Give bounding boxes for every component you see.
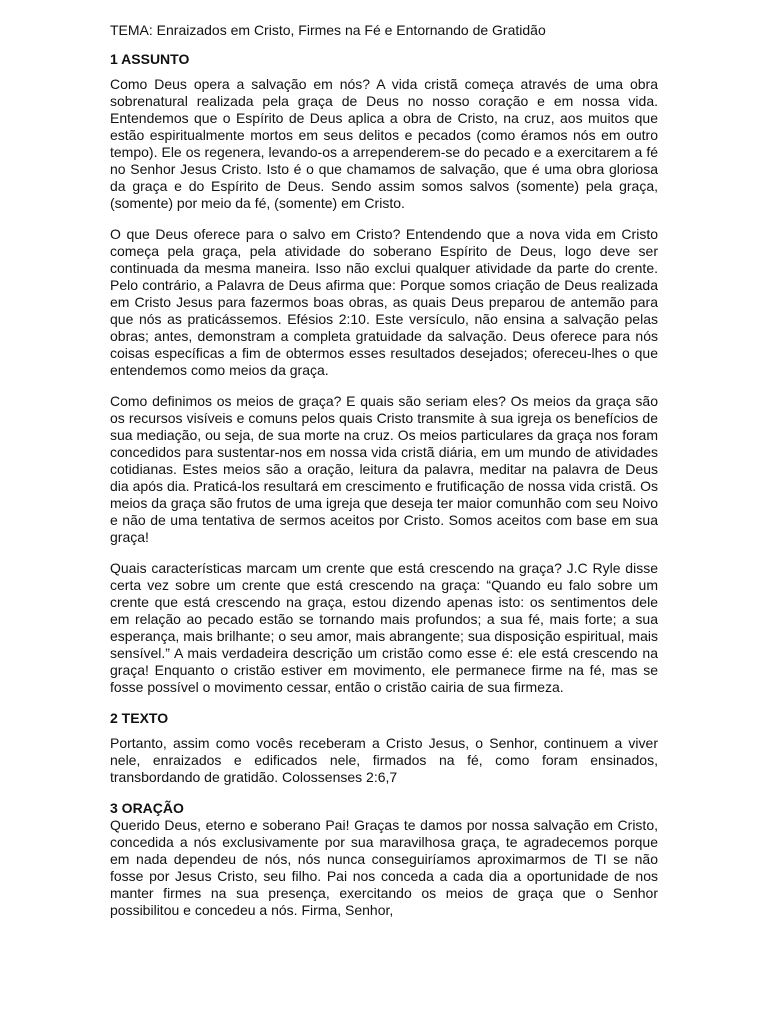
section-heading-oracao: 3 ORAÇÃO (110, 800, 184, 816)
section-heading-texto: 2 TEXTO (110, 710, 169, 726)
section-heading-assunto: 1 ASSUNTO (110, 51, 190, 67)
paragraph-oracao: Querido Deus, eterno e soberano Pai! Graças te damos por nossa salvação em Cristo, concedida a nós exclusivamente por sua maravilhosa graça, te agradecemos porque em nada dependeu de nós, nós nunca conseguiríamos aproximarmos de TI se não fosse por Jesus Cristo, seu filho. Pai nos conceda a cada dia a oportunidade de nos manter firmes na sua presença, exercitando os meios de graça que o Senhor possibilitou e concedeu a nós. Firma, Senhor, (110, 817, 658, 918)
paragraph-texto: Portanto, assim como vocês receberam a Cristo Jesus, o Senhor, continuem a viver nele, enraizados e edificados nele, firmados na fé, como foram ensinados, transbordando de gratidão. Colossenses 2:6,7 (110, 735, 658, 785)
paragraph-assunto-1: Como Deus opera a salvação em nós? A vida cristã começa através de uma obra sobrenatural realizada pela graça de Deus no nosso coração e em nossa vida. Entendemos que o Espírito de Deus aplica a obra de Cristo, na cruz, aos muitos que estão espiritualmente mortos em seus delitos e pecados (como éramos nós em outro tempo). Ele os regenera, levando-os a arrependerem-se do pecado e a exercitarem a fé no Senhor Jesus Cristo. Isto é o que chamamos de salvação, que é uma obra gloriosa da graça e do Espírito de Deus. Sendo assim somos salvos (somente) pela graça, (somente) por meio da fé, (somente) em Cristo. (110, 76, 658, 211)
paragraph-assunto-2: O que Deus oferece para o salvo em Cristo? Entendendo que a nova vida em Cristo começa pela graça, pela atividade do soberano Espírito de Deus, logo deve ser continuada da mesma maneira. Isso não exclui qualquer atividade da parte do crente. Pelo contrário, a Palavra de Deus afirma que: Porque somos criação de Deus realizada em Cristo Jesus para fazermos boas obras, as quais Deus preparou de antemão para que nós as praticássemos. Efésios 2:10. Este versículo, não ensina a salvação pelas obras; antes, demonstram a completa gratuidade da salvação. Deus oferece para nós coisas específicas a fim de obtermos esses resultados desejados; ofereceu-lhes o que entendemos como meios da graça. (110, 226, 658, 378)
document-title: TEMA: Enraizados em Cristo, Firmes na Fé e Entornando de Gratidão (110, 22, 546, 38)
paragraph-assunto-4: Quais características marcam um crente que está crescendo na graça? J.C Ryle disse certa vez sobre um crente que está crescendo na graça: “Quando eu falo sobre um crente que está crescendo na graça, estou dizendo apenas isto: os sentimentos dele em relação ao pecado estão se tornando mais profundos; a sua fé, mais forte; a sua esperança, mais brilhante; o seu amor, mais abrangente; sua disposição espiritual, mais sensível.” A mais verdadeira descrição um cristão como esse é: ele está crescendo na graça! Enquanto o cristão estiver em movimento, ele permanece firme na fé, mas se fosse possível o movimento cessar, então o cristão cairia de sua firmeza. (110, 560, 658, 695)
document-page (110, 22, 658, 933)
paragraph-assunto-3: Como definimos os meios de graça? E quais são seriam eles? Os meios da graça são os recursos visíveis e comuns pelos quais Cristo transmite à sua igreja os benefícios de sua mediação, ou seja, de sua morte na cruz. Os meios particulares da graça nos foram concedidos para sustentar-nos em nossa vida cristã diária, em um mundo de atividades cotidianas. Estes meios são a oração, leitura da palavra, meditar na palavra de Deus dia após dia. Praticá-los resultará em crescimento e frutificação de nossa vida cristã. Os meios da graça são frutos de uma igreja que deseja ter maior comunhão com seu Noivo e não de uma tentativa de sermos aceitos por Cristo. Somos aceitos com base em sua graça! (110, 393, 658, 545)
